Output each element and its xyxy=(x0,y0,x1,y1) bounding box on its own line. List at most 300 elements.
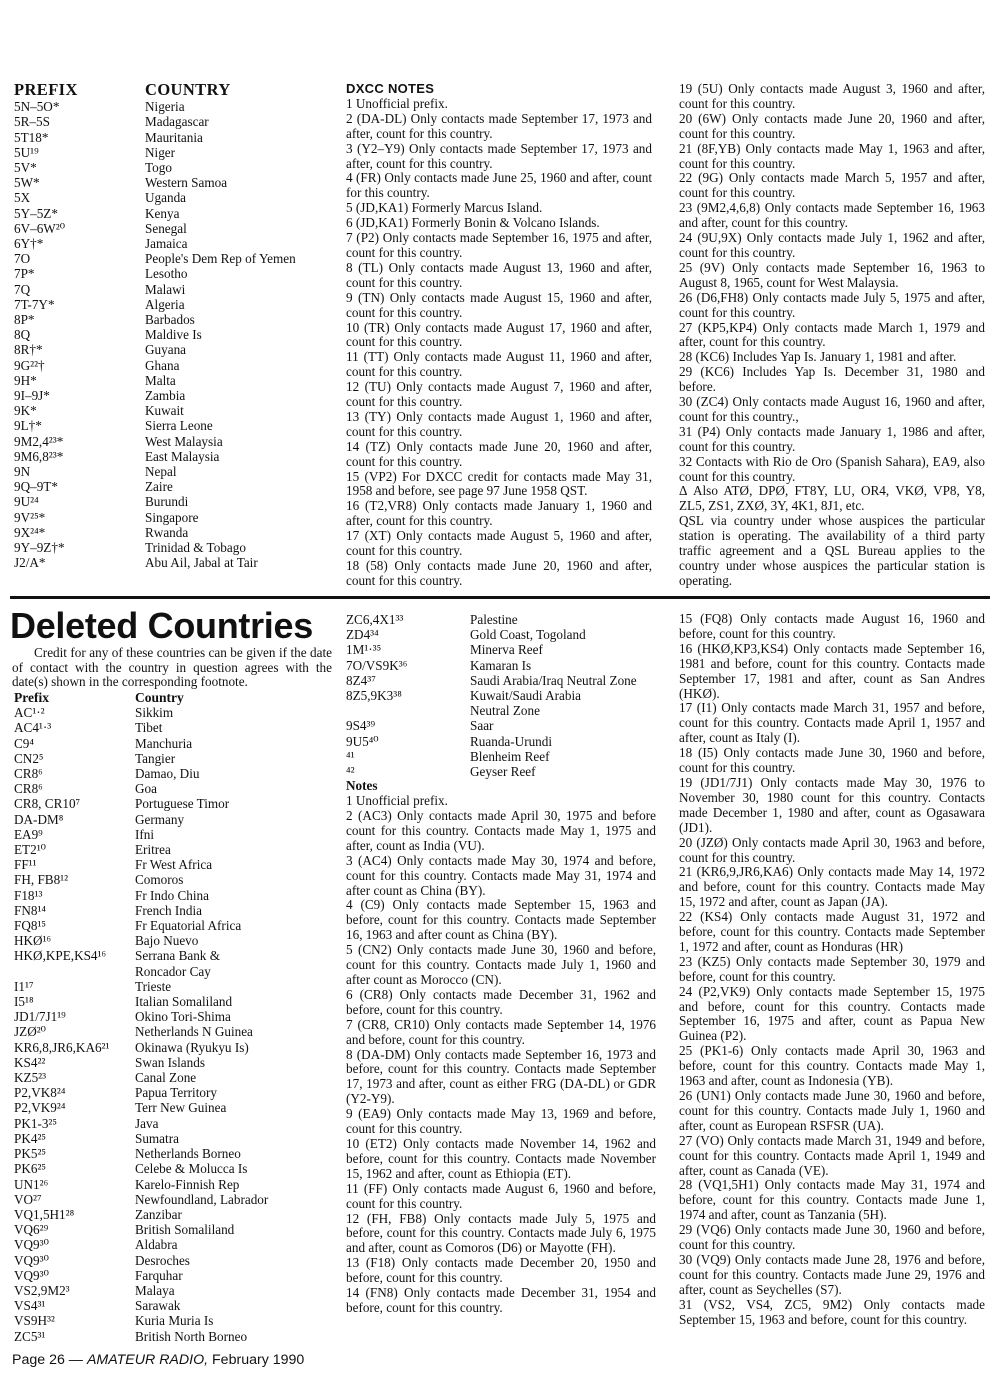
deleted-row xyxy=(14,1222,334,1237)
prefix-cell: I1¹⁷ xyxy=(14,978,34,994)
deleted-row xyxy=(14,1085,334,1100)
prefix-cell: 5V* xyxy=(14,160,37,176)
prefix-cell: HKØ,KPE,KS4¹⁶ xyxy=(14,948,107,964)
note-item: 11 (TT) Only contacts made August 11, 1960 and after, count for this country. xyxy=(346,349,652,380)
prefix-cell: ET2¹⁰ xyxy=(14,842,46,858)
country-cell: Guyana xyxy=(145,342,187,358)
prefix-cell: VS9H³² xyxy=(14,1313,55,1329)
country-cell: Manchuria xyxy=(135,735,193,751)
prefix-cell: FH, FB8¹² xyxy=(14,872,69,888)
note-item: 18 (58) Only contacts made June 20, 1960 and after, count for this country. xyxy=(346,558,652,588)
footer-magazine: AMATEUR RADIO, xyxy=(86,1352,209,1368)
prefix-cell: 6V–6W²⁰ xyxy=(14,220,65,236)
note-item: 16 (T2,VR8) Only contacts made January 1, 1960 and after, count for this country. xyxy=(346,498,652,529)
note-item: 29 (KC6) Includes Yap Is. December 31, 1980 and before. xyxy=(679,364,985,395)
country-cell: Ifni xyxy=(135,826,155,842)
deleted-row xyxy=(14,827,334,842)
country-cell: Papua Territory xyxy=(135,1085,217,1101)
deleted-row xyxy=(14,720,334,735)
country-cell: Nigeria xyxy=(145,99,185,115)
note-item: 19 (JD1/7J1) Only contacts made May 30, 1976 to November 30, 1980 count for this country. Contacts made December 1, 1980 and after, count as Ogasawara (JD1). xyxy=(679,774,985,835)
prefix-cell: 8Q xyxy=(14,327,31,343)
country-cell: Java xyxy=(135,1115,159,1131)
deleted-row xyxy=(14,1131,334,1146)
dxcc-notes-column-2 xyxy=(679,82,985,589)
country-cell: Swan Islands xyxy=(135,1054,205,1070)
prefix-cell: 5W* xyxy=(14,175,40,191)
deleted-row xyxy=(14,1177,334,1192)
country-cell: British North Borneo xyxy=(135,1328,248,1344)
prefix-row xyxy=(14,449,334,464)
note-item: 2 (AC3) Only contacts made April 30, 1975 and before count for this country. Contacts made May 1, 1975 and after, count as India (VU). xyxy=(346,808,656,853)
page-footer xyxy=(12,1352,304,1368)
prefix-cell: 7O xyxy=(14,251,31,267)
deleted-row xyxy=(14,842,334,857)
prefix-row xyxy=(14,206,334,221)
prefix-cell: 7O/VS9K³⁶ xyxy=(346,657,408,673)
country-cell: Netherlands N Guinea xyxy=(135,1024,253,1040)
deleted-row xyxy=(346,749,656,764)
note-item: 10 (ET2) Only contacts made November 14, 1962 and before, count for this country. Contacts made November 15, 1962 and after, count as Ethiopia (ET). xyxy=(346,1135,656,1181)
country-cell: Malawi xyxy=(145,281,186,297)
note-item: QSL via country under whose auspices the particular station is operating. The availability of a third party traffic agreement and a QSL Bureau applies to the country under whose auspices the particular station is operating. xyxy=(679,513,985,588)
country-cell: Uganda xyxy=(145,190,187,206)
prefix-row xyxy=(14,403,334,418)
note-item: 30 (ZC4) Only contacts made August 16, 1960 and after, count for this country., xyxy=(679,394,985,424)
country-cell: Trieste xyxy=(135,978,172,994)
prefix-cell: 5T18* xyxy=(14,129,49,145)
note-item: 26 (D6,FH8) Only contacts made July 5, 1975 and after, count for this country. xyxy=(679,289,985,320)
prefix-cell: F18¹³ xyxy=(14,887,43,903)
deleted-row xyxy=(14,1116,334,1131)
country-cell: Sikkim xyxy=(135,705,174,721)
country-cell: Trinidad & Tobago xyxy=(145,540,246,556)
prefix-row xyxy=(14,236,334,251)
prefix-cell: 9Q–9T* xyxy=(14,479,58,495)
deleted-row xyxy=(14,766,334,781)
country-cell: Minerva Reef xyxy=(470,642,543,658)
country-cell: Nepal xyxy=(145,464,177,480)
country-cell: Terr New Guinea xyxy=(135,1100,227,1116)
prefix-cell: HKØ¹⁶ xyxy=(14,933,52,949)
prefix-row xyxy=(14,342,334,357)
prefix-cell: 5N–5O* xyxy=(14,99,60,115)
deleted-row xyxy=(346,658,656,673)
prefix-row xyxy=(14,114,334,129)
country-cell: Fr Equatorial Africa xyxy=(135,918,242,934)
country-cell: Abu Ail, Jabal at Tair xyxy=(145,555,258,571)
prefix-row xyxy=(14,418,334,433)
note-item: 31 (P4) Only contacts made January 1, 1986 and after, count for this country. xyxy=(679,423,985,454)
dxcc-notes-column-1 xyxy=(346,82,652,589)
country-cell: British Somaliland xyxy=(135,1222,235,1238)
prefix-cell: 7P* xyxy=(14,266,35,282)
note-item: 28 (KC6) Includes Yap Is. January 1, 1981 and after. xyxy=(679,349,957,365)
deleted-row xyxy=(14,1283,334,1298)
country-cell: Sarawak xyxy=(135,1298,181,1314)
prefix-row xyxy=(14,221,334,236)
note-item: 1 Unofficial prefix. xyxy=(346,95,448,111)
deleted-row xyxy=(14,948,334,963)
note-item: 27 (KP5,KP4) Only contacts made March 1, 1979 and after, count for this country. xyxy=(679,319,985,350)
prefix-cell: VQ6²⁹ xyxy=(14,1222,49,1238)
country-cell: Kuria Muria Is xyxy=(135,1313,214,1329)
country-cell: Okino Tori-Shima xyxy=(135,1009,231,1025)
prefix-cell: FN8¹⁴ xyxy=(14,902,47,918)
country-cell: Goa xyxy=(135,781,157,797)
deleted-row xyxy=(346,642,656,657)
deleted-row xyxy=(14,994,334,1009)
note-item: 5 (CN2) Only contacts made June 30, 1960 and before, count for this country. Contacts made July 1, 1960 and after count as Morocco (CN). xyxy=(346,942,656,988)
prefix-cell: 8Z5,9K3³⁸ xyxy=(346,688,402,704)
dxcc-notes-heading: DXCC NOTES xyxy=(346,81,435,96)
note-item: 4 (C9) Only contacts made September 15, 1963 and before, count for this country. Contacts made September 16, 1963 and after count as China (BY). xyxy=(346,897,656,943)
prefix-cell: JD1/7J1¹⁹ xyxy=(14,1009,66,1025)
prefix-cell: PK6²⁵ xyxy=(14,1161,47,1177)
country-cell: Kuwait/Saudi Arabia xyxy=(470,688,581,704)
prefix-row xyxy=(14,327,334,342)
prefix-cell: VQ9³⁰ xyxy=(14,1237,49,1253)
deleted-row xyxy=(346,612,656,627)
note-item: 11 (FF) Only contacts made August 6, 1960 and before, count for this country. xyxy=(346,1180,656,1211)
country-cell: Blenheim Reef xyxy=(470,748,550,764)
country-cell: Damao, Diu xyxy=(135,766,200,782)
prefix-cell: ⁴² xyxy=(346,764,355,780)
country-cell: Burundi xyxy=(145,494,189,510)
note-item: 17 (I1) Only contacts made March 31, 1957 and before, count for this country. Contacts made April 1, 1957 and after, count as Italy (I). xyxy=(679,700,985,746)
deleted-row xyxy=(14,1055,334,1070)
country-cell: Ruanda-Urundi xyxy=(470,733,553,749)
prefix-cell: 5U¹⁹ xyxy=(14,144,39,160)
deleted-row xyxy=(14,751,334,766)
country-cell: Malta xyxy=(145,372,176,388)
prefix-row xyxy=(14,282,334,297)
deleted-country-header: Country xyxy=(135,690,184,705)
note-item: 14 (FN8) Only contacts made December 31, 1954 and before, count for this country. xyxy=(346,1285,656,1315)
country-cell: People's Dem Rep of Yemen xyxy=(145,251,296,267)
note-item: 9 (EA9) Only contacts made May 13, 1969 and before, count for this country. xyxy=(346,1106,656,1137)
country-cell: Netherlands Borneo xyxy=(135,1146,241,1162)
note-item: 20 (JZØ) Only contacts made April 30, 1963 and before, count for this country. xyxy=(679,834,985,865)
prefix-cell: P2,VK9²⁴ xyxy=(14,1100,66,1116)
note-item: 5 (JD,KA1) Formerly Marcus Island. xyxy=(346,200,543,216)
note-item: 24 (P2,VK9) Only contacts made September 15, 1975 and before, count for this country. Contacts made September 16, 1975 and after, count as Papua New Guinea (P2). xyxy=(679,983,985,1044)
country-cell: Kenya xyxy=(145,205,180,221)
country-cell: Kamaran Is xyxy=(470,657,532,673)
note-item: 23 (KZ5) Only contacts made September 30, 1979 and before, count for this country. xyxy=(679,953,985,984)
prefix-cell: 9N xyxy=(14,464,31,480)
country-cell: Jamaica xyxy=(145,236,188,252)
deleted-row xyxy=(14,1207,334,1222)
country-cell: West Malaysia xyxy=(145,433,223,449)
prefix-header: PREFIX xyxy=(14,80,78,99)
country-header: COUNTRY xyxy=(145,80,231,99)
prefix-row xyxy=(14,190,334,205)
prefix-cell: 9Y–9Z†* xyxy=(14,540,65,556)
prefix-cell: 9L†* xyxy=(14,418,42,434)
country-cell: Rwanda xyxy=(145,524,189,540)
notes-heading: Notes xyxy=(346,778,378,794)
deleted-row xyxy=(346,703,656,718)
country-cell: Canal Zone xyxy=(135,1070,197,1086)
deleted-row xyxy=(14,1100,334,1115)
country-cell: French India xyxy=(135,902,203,918)
country-cell: Ghana xyxy=(145,357,180,373)
prefix-cell: KZ5²³ xyxy=(14,1070,47,1086)
note-item: 13 (F18) Only contacts made December 20, 1950 and before, count for this country. xyxy=(346,1255,656,1286)
country-cell: Algeria xyxy=(145,296,185,312)
country-cell: Mauritania xyxy=(145,129,203,145)
note-item: 1 Unofficial prefix. xyxy=(346,793,448,809)
note-item: 15 (FQ8) Only contacts made August 16, 1960 and before, count for this country. xyxy=(679,611,985,641)
deleted-row xyxy=(14,888,334,903)
prefix-cell: AC¹·² xyxy=(14,705,45,721)
note-item: 13 (TY) Only contacts made August 1, 1960 and after, count for this country. xyxy=(346,408,652,439)
prefix-table-header xyxy=(14,82,334,97)
note-item: 26 (UN1) Only contacts made June 30, 1960 and before, count for this country. Contacts made July 1, 1960 and after, count as European RSFSR (UA). xyxy=(679,1088,985,1133)
country-cell: Saar xyxy=(470,718,494,734)
deleted-row xyxy=(346,673,656,688)
country-cell: Malaya xyxy=(135,1282,175,1298)
note-item: Δ Also ATØ, DPØ, FT8Y, LU, OR4, VKØ, VP8, Y8, ZL5, ZS1, ZXØ, 3Y, 4K1, 8J1, etc. xyxy=(679,483,985,514)
note-item: 15 (VP2) For DXCC credit for contacts made May 31, 1958 and before, see page 97 June 1958 QST. xyxy=(346,468,652,499)
deleted-row xyxy=(14,1329,334,1344)
prefix-cell: 7T-7Y* xyxy=(14,296,55,312)
prefix-cell: 9U²⁴ xyxy=(14,494,39,510)
prefix-row xyxy=(14,99,334,114)
note-item: 29 (VQ6) Only contacts made June 30, 1960 and before, count for this country. xyxy=(679,1222,985,1253)
deleted-row xyxy=(14,705,334,720)
deleted-row xyxy=(14,781,334,796)
prefix-cell: EA9⁹ xyxy=(14,826,43,842)
country-cell: Portuguese Timor xyxy=(135,796,230,812)
country-cell: Singapore xyxy=(145,509,199,525)
note-item: 6 (CR8) Only contacts made December 31, 1962 and before, count for this country. xyxy=(346,986,656,1017)
prefix-cell: 5Y–5Z* xyxy=(14,205,58,221)
prefix-row xyxy=(14,525,334,540)
deleted-row xyxy=(14,979,334,994)
note-item: 18 (I5) Only contacts made June 30, 1960 and before, count for this country. xyxy=(679,745,985,776)
prefix-cell: 1M¹·³⁵ xyxy=(346,642,382,658)
deleted-intro: Credit for any of these countries can be given if the date of contact with the country in question agrees with the date(s) shown in the corresponding footnote. xyxy=(12,645,332,689)
note-item: 20 (6W) Only contacts made June 20, 1960 and after, count for this country. xyxy=(679,110,985,141)
country-cell: Zaire xyxy=(145,479,173,495)
deleted-notes-column-2 xyxy=(679,612,985,1328)
deleted-row xyxy=(346,734,656,749)
country-cell: Western Samoa xyxy=(145,175,228,191)
prefix-cell: I5¹⁸ xyxy=(14,994,34,1010)
prefix-cell: 9M6,8²³* xyxy=(14,448,64,464)
country-cell: Togo xyxy=(145,160,172,176)
deleted-row xyxy=(346,688,656,703)
prefix-cell: JZØ²⁰ xyxy=(14,1024,46,1040)
note-item: 4 (FR) Only contacts made June 25, 1960 and after, count for this country. xyxy=(346,170,652,201)
prefix-cell: DA-DM⁸ xyxy=(14,811,64,827)
footer-date: February 1990 xyxy=(208,1352,305,1368)
prefix-cell: 8Z4³⁷ xyxy=(346,672,376,688)
prefix-cell: KS4²² xyxy=(14,1054,46,1070)
prefix-cell: 5X xyxy=(14,190,31,206)
deleted-row xyxy=(14,1253,334,1268)
deleted-row xyxy=(346,627,656,642)
prefix-table xyxy=(14,82,334,571)
country-cell: Aldabra xyxy=(135,1237,178,1253)
prefix-cell: VS2,9M2³ xyxy=(14,1282,70,1298)
deleted-row xyxy=(14,1237,334,1252)
deleted-row xyxy=(14,918,334,933)
prefix-cell: P2,VK8²⁴ xyxy=(14,1085,66,1101)
section-divider xyxy=(10,596,990,599)
deleted-row xyxy=(14,1268,334,1283)
prefix-cell: CN2⁵ xyxy=(14,750,44,766)
deleted-row xyxy=(14,1024,334,1039)
country-cell: Niger xyxy=(145,144,176,160)
deleted-row xyxy=(14,857,334,872)
note-item: 22 (9G) Only contacts made March 5, 1957 and after, count for this country. xyxy=(679,170,985,201)
prefix-cell: ⁴¹ xyxy=(346,748,355,764)
deleted-countries-title: Deleted Countries xyxy=(10,605,313,646)
prefix-row xyxy=(14,510,334,525)
prefix-cell xyxy=(346,703,470,718)
note-item: 7 (CR8, CR10) Only contacts made September 14, 1976 and before, count for this country. xyxy=(346,1016,656,1047)
prefix-cell: AC4¹·³ xyxy=(14,720,52,736)
note-item: 6 (JD,KA1) Formerly Bonin & Volcano Islands. xyxy=(346,215,600,231)
prefix-cell: C9⁴ xyxy=(14,735,34,751)
note-item: 31 (VS2, VS4, ZC5, 9M2) Only contacts made September 15, 1963 and before, count for this country. xyxy=(679,1296,985,1327)
note-item: 2 (DA-DL) Only contacts made September 17, 1973 and after, count for this country. xyxy=(346,110,652,141)
note-item: 19 (5U) Only contacts made August 3, 1960 and after, count for this country. xyxy=(679,81,985,111)
deleted-row xyxy=(14,1146,334,1161)
note-item: 25 (9V) Only contacts made September 16, 1963 to August 8, 1965, count for West Malaysia. xyxy=(679,259,985,290)
note-item: 24 (9U,9X) Only contacts made July 1, 1962 and after, count for this country. xyxy=(679,230,985,260)
country-cell: Celebe & Molucca Is xyxy=(135,1161,248,1177)
country-cell: Madagascar xyxy=(145,114,209,130)
prefix-cell: UN1²⁶ xyxy=(14,1176,49,1192)
prefix-cell: 9X²⁴* xyxy=(14,524,46,540)
prefix-row xyxy=(14,464,334,479)
footer-page: Page 26 — xyxy=(12,1352,87,1368)
prefix-row xyxy=(14,555,334,570)
note-item: 3 (AC4) Only contacts made May 30, 1974 and before, count for this country. Contacts made May 31, 1974 and after count as China (BY). xyxy=(346,852,656,898)
deleted-row xyxy=(14,1009,334,1024)
prefix-cell: VO²⁷ xyxy=(14,1191,42,1207)
country-cell: Fr Indo China xyxy=(135,887,209,903)
note-item: 7 (P2) Only contacts made September 16, 1975 and after, count for this country. xyxy=(346,230,652,260)
note-item: 12 (TU) Only contacts made August 7, 1960 and after, count for this country. xyxy=(346,379,652,410)
country-cell: Eritrea xyxy=(135,842,171,858)
country-cell: Neutral Zone xyxy=(470,703,540,719)
prefix-cell: ZD4³⁴ xyxy=(346,627,379,643)
prefix-cell: VQ1,5H1²⁸ xyxy=(14,1206,75,1222)
deleted-row xyxy=(14,872,334,887)
country-cell: Tibet xyxy=(135,720,163,736)
country-cell: Sumatra xyxy=(135,1130,179,1146)
country-cell: Maldive Is xyxy=(145,327,202,343)
prefix-cell: VS4³¹ xyxy=(14,1298,46,1314)
deleted-row xyxy=(14,796,334,811)
prefix-cell: 8P* xyxy=(14,312,35,328)
prefix-cell: 7Q xyxy=(14,281,31,297)
note-item: 8 (DA-DM) Only contacts made September 16, 1973 and before, count for this country. Contacts made September 17, 1973 and after, count as either FRG (DA-DL) or GDR (Y2-Y9). xyxy=(346,1046,656,1107)
prefix-row xyxy=(14,266,334,281)
prefix-cell: FF¹¹ xyxy=(14,857,37,873)
country-cell: Zambia xyxy=(145,388,186,404)
prefix-cell: 9V²⁵* xyxy=(14,509,46,525)
deleted-row xyxy=(14,1313,334,1328)
country-cell: Gold Coast, Togoland xyxy=(470,627,586,643)
prefix-cell: FQ8¹⁵ xyxy=(14,918,47,934)
deleted-prefix-header: Prefix xyxy=(14,690,49,705)
prefix-cell xyxy=(14,964,135,979)
country-cell: Desroches xyxy=(135,1252,190,1268)
note-item: 30 (VQ9) Only contacts made June 28, 1976 and before, count for this country. Contacts made June 29, 1976 and after, count as Seychelles (S7). xyxy=(679,1251,985,1297)
deleted-row xyxy=(14,903,334,918)
prefix-cell: PK4²⁵ xyxy=(14,1130,47,1146)
deleted-table-header xyxy=(14,690,334,705)
prefix-row xyxy=(14,175,334,190)
prefix-cell: 9H* xyxy=(14,372,37,388)
country-cell: East Malaysia xyxy=(145,448,220,464)
deleted-row xyxy=(14,1161,334,1176)
country-cell: Tangier xyxy=(135,750,176,766)
country-cell: Kuwait xyxy=(145,403,184,419)
deleted-row xyxy=(14,933,334,948)
deleted-row xyxy=(14,736,334,751)
deleted-table xyxy=(14,690,334,1344)
prefix-row xyxy=(14,434,334,449)
prefix-cell: PK5²⁵ xyxy=(14,1146,47,1162)
prefix-cell: PK1-3²⁵ xyxy=(14,1115,57,1131)
country-cell: Saudi Arabia/Iraq Neutral Zone xyxy=(470,672,637,688)
note-item: 23 (9M2,4,6,8) Only contacts made September 16, 1963 and after, count for this country. xyxy=(679,200,985,231)
note-item: 10 (TR) Only contacts made August 17, 1960 and after, count for this country. xyxy=(346,319,652,350)
note-item: 21 (KR6,9,JR6,KA6) Only contacts made May 14, 1972 and before, count for this country. Contacts made May 15, 1972 and after, count as Japan (JA). xyxy=(679,864,985,910)
prefix-row xyxy=(14,540,334,555)
prefix-row xyxy=(14,388,334,403)
prefix-row xyxy=(14,297,334,312)
country-cell: Sierra Leone xyxy=(145,418,213,434)
deleted-row xyxy=(14,1040,334,1055)
prefix-cell: CR8⁶ xyxy=(14,766,43,782)
deleted-row xyxy=(14,1298,334,1313)
country-cell: Comoros xyxy=(135,872,184,888)
country-cell: Fr West Africa xyxy=(135,857,213,873)
prefix-cell: 5R–5S xyxy=(14,114,50,130)
prefix-row xyxy=(14,373,334,388)
prefix-row xyxy=(14,145,334,160)
prefix-row xyxy=(14,251,334,266)
country-cell: Farquhar xyxy=(135,1267,183,1283)
note-item: 17 (XT) Only contacts made August 5, 1960 and after, count for this country. xyxy=(346,528,652,559)
country-cell: Geyser Reef xyxy=(470,764,536,780)
note-item: 21 (8F,YB) Only contacts made May 1, 1963 and after, count for this country. xyxy=(679,140,985,171)
note-item: 8 (TL) Only contacts made August 13, 1960 and after, count for this country. xyxy=(346,259,652,290)
prefix-cell: 9G²²† xyxy=(14,357,45,373)
prefix-row xyxy=(14,312,334,327)
prefix-row xyxy=(14,160,334,175)
prefix-cell: ZC5³¹ xyxy=(14,1328,46,1344)
note-item: 22 (KS4) Only contacts made August 31, 1972 and before, count for this country. Contacts made September 1, 1972 and after, count as Honduras (HR) xyxy=(679,909,985,954)
prefix-cell: 9U5⁴⁰ xyxy=(346,733,379,749)
prefix-cell: 8R†* xyxy=(14,342,43,358)
deleted-row xyxy=(14,1192,334,1207)
note-item: 9 (TN) Only contacts made August 15, 1960 and after, count for this country. xyxy=(346,289,652,320)
deleted-row xyxy=(346,718,656,733)
prefix-cell: VQ9³⁰ xyxy=(14,1252,49,1268)
prefix-cell: 9K* xyxy=(14,403,37,419)
prefix-cell: ZC6,4X1³³ xyxy=(346,612,404,627)
country-cell: Bajo Nuevo xyxy=(135,933,199,949)
